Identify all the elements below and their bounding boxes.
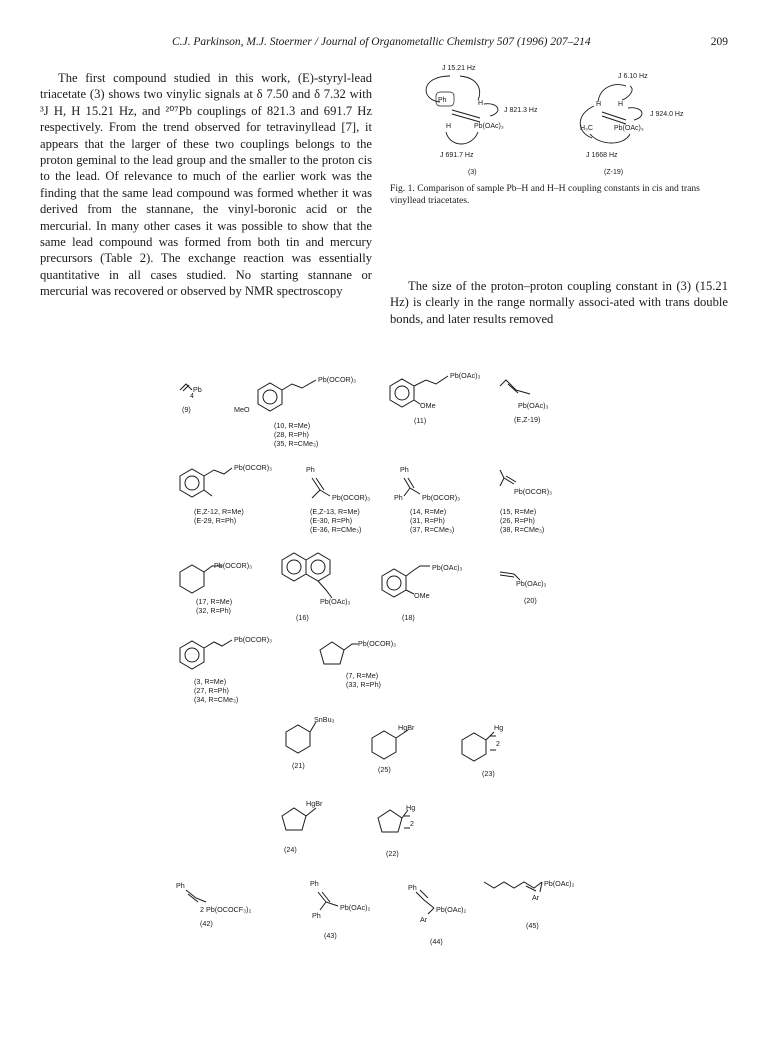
s22-label: (22)	[386, 849, 399, 858]
s10-meo: MeO	[234, 405, 250, 414]
s20-label: (20)	[524, 596, 537, 605]
structure-19	[500, 380, 549, 424]
s24-label: (24)	[284, 845, 297, 854]
structure-11	[390, 371, 481, 425]
structure-42	[176, 881, 251, 928]
s13-l1: (E,Z-13, R=Me)	[310, 507, 360, 516]
s9-n: 4	[190, 393, 194, 400]
s17-pb: Pb(OCOR)₃	[214, 561, 253, 570]
s25-label: (25)	[378, 765, 391, 774]
s3-l3: (34, R=CMe₃)	[194, 695, 239, 704]
fig-right-h1: H	[596, 101, 602, 108]
s44-ar: Ar	[420, 915, 428, 924]
s43-pb: Pb(OAc)₂	[340, 903, 371, 912]
fig-right-pb: Pb(OAc)₃	[614, 125, 644, 132]
fig-left-label: (3)	[468, 169, 477, 176]
structure-43	[310, 879, 371, 940]
s15-l1: (15, R=Me)	[500, 507, 537, 516]
s3-pb: Pb(OCOR)₃	[234, 635, 273, 644]
s17-l1: (17, R=Me)	[196, 597, 233, 606]
s14-pb: Pb(OCOR)₃	[422, 493, 461, 502]
structure-17	[180, 561, 252, 615]
fig-left-j-pb-cis: J 691.7 Hz	[440, 152, 474, 159]
structure-15	[500, 470, 552, 534]
left-paragraph: The first compound studied in this work, (E)-styryl-lead triacetate (3) shows two vinylic signals at δ 7.50 and δ 7.32 with ³J H, H 15.21 Hz, and ²⁰⁷Pb couplings of 821.3 and 691.7 Hz respectively. From the trend observed for tetravinyllead [7], it appears that the larger of these two couplings belongs to the proton geminal to the lead group and the smaller to the proton cis to the lead. Of relevance to much of the earlier work was the finding that the same lead compound was formed whether it was derived from the stannane, the vinyl-boronic acid or the mercurial. In many other cases it was possible to show that the same lead compound was formed from both tin and mercury precursors (Table 2). The exchange reaction was essentially quantitative in all cases studied. No starting stannane or mercurial was recovered or observed by NMR spectroscopy	[40, 71, 372, 299]
s9-label: (9)	[182, 405, 191, 414]
s23-n: 2	[496, 741, 500, 748]
s13-l3: (E-36, R=CMe₃)	[310, 525, 362, 534]
fig-left-j-pb-gem: J 821.3 Hz	[504, 107, 538, 114]
fig-left-h1: H	[478, 100, 484, 107]
s45-label: (45)	[526, 921, 539, 930]
s43-ph2: Ph	[312, 911, 321, 920]
structure-10	[234, 375, 356, 448]
page-number: 209	[710, 36, 728, 48]
fig-left-h2: H	[446, 123, 452, 130]
s12-l1: (E,Z-12, R=Me)	[194, 507, 244, 516]
fig-right-h3c: H₃C	[580, 125, 593, 132]
s14-l3: (37, R=CMe₃)	[410, 525, 455, 534]
s44-pb: Pb(OAc)₂	[436, 905, 467, 914]
s19-label: (E,Z-19)	[514, 415, 541, 424]
running-title: C.J. Parkinson, M.J. Stoermer / Journal of Organometallic Chemistry 507 (1996) 207–214	[172, 36, 591, 48]
j-hh-trans: J 15.21 Hz	[442, 65, 476, 72]
s18-label: (18)	[402, 613, 415, 622]
structure-16	[282, 553, 351, 622]
s14-l1: (14, R=Me)	[410, 507, 447, 516]
structure-22	[378, 803, 415, 858]
s15-l3: (38, R=CMe₃)	[500, 525, 545, 534]
s45-pb: Pb(OAc)₂	[544, 879, 575, 888]
right-paragraph: The size of the proton–proton coupling constant in (3) (15.21 Hz) is clearly in the range normally associ-ated with trans double bonds, and later results removed	[390, 279, 728, 326]
s7-pb: Pb(OCOR)₃	[358, 639, 397, 648]
s13-l2: (E-30, R=Ph)	[310, 516, 353, 525]
s17-l2: (32, R=Ph)	[196, 606, 231, 615]
s20-pb: Pb(OAc)₃	[516, 579, 547, 588]
s23-label: (23)	[482, 769, 495, 778]
s11-label: (11)	[414, 416, 427, 425]
structure-9	[180, 384, 202, 414]
s10-l1: (10, R=Me)	[274, 421, 311, 430]
s13-pb: Pb(OCOR)₃	[332, 493, 371, 502]
s42-label: (42)	[200, 919, 213, 928]
s43-ph1: Ph	[310, 879, 319, 888]
s16-pb: Pb(OAc)₃	[320, 597, 351, 606]
s22-hg: Hg	[406, 803, 416, 812]
s14-ph2: Ph	[394, 493, 403, 502]
s7-l1: (7, R=Me)	[346, 671, 379, 680]
s11-ome: OMe	[420, 401, 436, 410]
s9-pb: Pb	[193, 385, 202, 394]
s12-l2: (E-29, R=Ph)	[194, 516, 237, 525]
s19-pb: Pb(OAc)₃	[518, 401, 549, 410]
fig-right-label: (Z-19)	[604, 169, 624, 176]
structure-7	[320, 639, 396, 689]
s21-sn: SnBu₃	[314, 715, 335, 724]
fig-right-j-pb-trans: J 1668 Hz	[586, 152, 618, 159]
structure-12	[180, 463, 272, 525]
s14-l2: (31, R=Ph)	[410, 516, 445, 525]
structure-45	[484, 879, 575, 930]
fig-left-ph: Ph	[438, 97, 447, 104]
s13-ph: Ph	[306, 465, 315, 474]
s44-label: (44)	[430, 937, 443, 946]
s25-hg: HgBr	[398, 723, 415, 732]
s45-ar: Ar	[532, 893, 540, 902]
structure-23	[462, 723, 503, 778]
s10-l2: (28, R=Ph)	[274, 430, 309, 439]
s15-l2: (26, R=Ph)	[500, 516, 535, 525]
s22-n: 2	[410, 821, 414, 828]
s42-ph: Ph	[176, 881, 185, 890]
structure-14	[394, 465, 460, 534]
s44-ph: Ph	[408, 883, 417, 892]
s3-l2: (27, R=Ph)	[194, 686, 229, 695]
structure-24	[282, 799, 323, 854]
fig-right-j-pb-gem: J 924.0 Hz	[650, 111, 684, 118]
structure-13	[306, 465, 370, 534]
fig-right-h2: H	[618, 101, 624, 108]
s10-l3: (35, R=CMe₃)	[274, 439, 319, 448]
structure-18	[382, 563, 463, 622]
s15-pb: Pb(OCOR)₃	[514, 487, 553, 496]
s11-pb: Pb(OAc)₃	[450, 371, 481, 380]
structure-20	[500, 572, 547, 605]
s18-ome: OMe	[414, 591, 430, 600]
s18-pb: Pb(OAc)₃	[432, 563, 463, 572]
s16-label: (16)	[296, 613, 309, 622]
s7-l2: (33, R=Ph)	[346, 680, 381, 689]
s23-hg: Hg	[494, 723, 504, 732]
s10-pb: Pb(OCOR)₃	[318, 375, 357, 384]
structure-25	[372, 723, 415, 774]
s24-hg: HgBr	[306, 799, 323, 808]
fig-left-pb: Pb(OAc)₃	[474, 123, 504, 130]
j-hh-cis: J 6.10 Hz	[618, 73, 648, 80]
s14-ph1: Ph	[400, 465, 409, 474]
s21-label: (21)	[292, 761, 305, 770]
structure-21	[286, 715, 335, 770]
s12-pb: Pb(OCOR)₃	[234, 463, 273, 472]
s42-pb: 2 Pb(OCOCF₃)₂	[200, 905, 252, 914]
structure-3	[180, 635, 272, 704]
s43-label: (43)	[324, 931, 337, 940]
structure-44	[408, 883, 467, 946]
s3-l1: (3, R=Me)	[194, 677, 227, 686]
figure1-caption: Fig. 1. Comparison of sample Pb–H and H–H coupling constants in cis and trans vinyllead triacetates.	[390, 183, 700, 206]
